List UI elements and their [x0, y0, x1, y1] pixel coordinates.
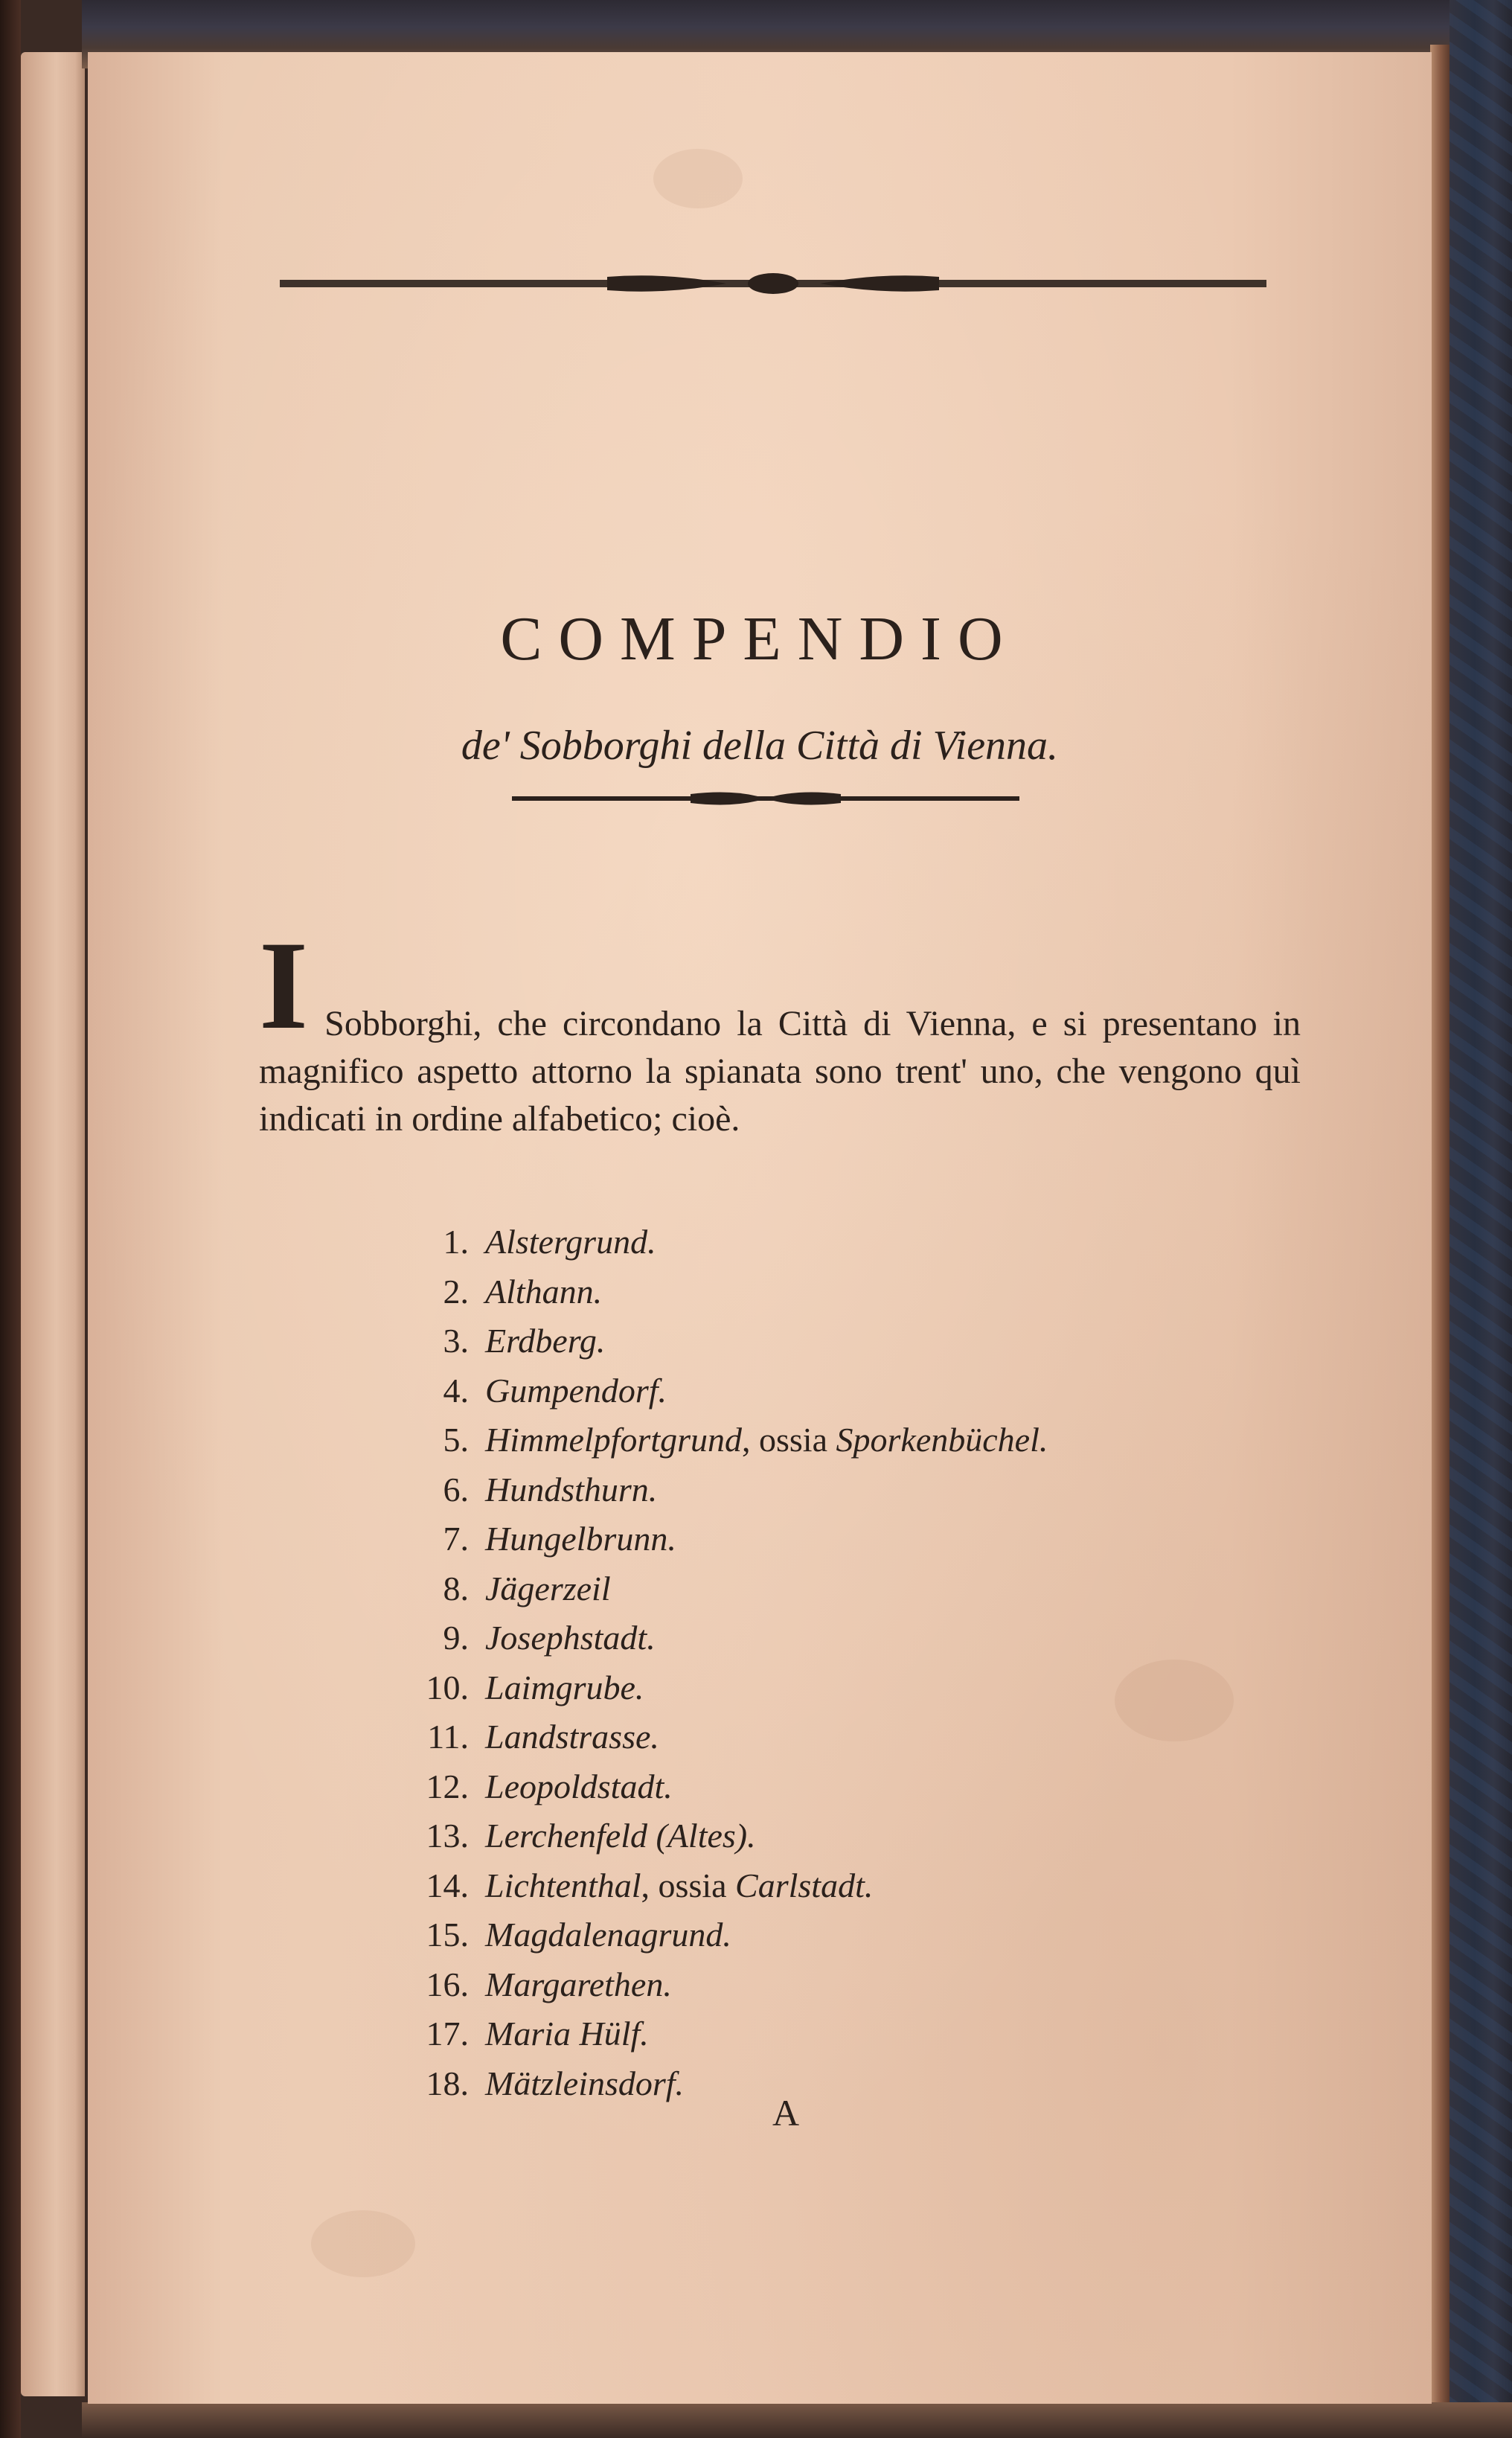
list-item-number: 3.: [443, 1322, 469, 1360]
list-item-name: Gumpendorf.: [485, 1371, 667, 1410]
list-item-number: 5.: [443, 1421, 469, 1459]
list-item-number: 12.: [426, 1767, 469, 1805]
list-item: [400, 1564, 1368, 1614]
list-item: [400, 1712, 1368, 1762]
list-item-number: 7.: [443, 1520, 469, 1558]
list-item: [400, 1960, 1368, 2010]
list-item: [400, 1910, 1368, 1960]
list-item-name: Margarethen.: [485, 1965, 672, 2003]
ornamental-rule-middle: [512, 789, 1019, 808]
list-item: [400, 1218, 1368, 1267]
right-page-edge: [1430, 45, 1449, 2419]
list-item-name: Magdalenagrund.: [485, 1916, 731, 1954]
list-item-number: 10.: [426, 1668, 469, 1706]
list-item: [400, 2009, 1368, 2059]
right-marbled-cover: [1449, 0, 1512, 2438]
list-item: [400, 1663, 1368, 1713]
list-item: [400, 1316, 1368, 1366]
intro-paragraph: [259, 915, 1301, 1143]
list-item-name: Erdberg.: [485, 1322, 606, 1360]
list-item-name: Maria Hülf.: [485, 2015, 649, 2053]
paper-stain: [653, 149, 743, 208]
list-item-name: Alstergrund.: [485, 1223, 656, 1261]
list-item-name: Mätzleinsdorf.: [485, 2064, 685, 2102]
previous-page-edge: [21, 52, 85, 2396]
list-item: [400, 1514, 1368, 1564]
list-item-name: Hundsthurn.: [485, 1470, 658, 1508]
list-item-number: 6.: [443, 1470, 469, 1508]
book-page: [88, 52, 1432, 2404]
list-item-number: 4.: [443, 1371, 469, 1410]
list-item-number: 17.: [426, 2015, 469, 2053]
list-item-number: 11.: [427, 1718, 469, 1756]
signature-mark: A: [772, 2092, 800, 2134]
list-item-name: Leopoldstadt.: [485, 1767, 673, 1805]
list-item: [400, 1811, 1368, 1861]
list-item-connector: , ossia: [742, 1421, 827, 1459]
drop-cap: I: [259, 915, 309, 1055]
list-item-number: 18.: [426, 2064, 469, 2102]
list-item-name: Althann.: [485, 1272, 603, 1311]
list-item-number: 2.: [443, 1272, 469, 1311]
ornamental-rule-top: [280, 272, 1266, 295]
list-item-number: 1.: [443, 1223, 469, 1261]
list-item-number: 8.: [443, 1569, 469, 1607]
list-item: [400, 1415, 1368, 1465]
list-item: [400, 2059, 1368, 2109]
list-item-name: Lerchenfeld (Altes).: [485, 1817, 756, 1855]
paper-stain: [311, 2210, 415, 2277]
page-title: COMPENDIO: [500, 604, 1019, 674]
list-item-name: Hungelbrunn.: [485, 1520, 676, 1558]
list-item-number: 9.: [443, 1619, 469, 1657]
list-item-name: Josephstadt.: [485, 1619, 656, 1657]
list-item: [400, 1465, 1368, 1515]
list-item-number: 16.: [426, 1965, 469, 2003]
list-item: [400, 1762, 1368, 1812]
list-item-name: Jägerzeil: [485, 1569, 611, 1607]
list-item-connector: , ossia: [641, 1866, 727, 1904]
left-binding: [0, 0, 21, 2438]
list-item-number: 15.: [426, 1916, 469, 1954]
list-item-name: Landstrasse.: [485, 1718, 659, 1756]
list-item-number: 14.: [426, 1866, 469, 1904]
list-item: [400, 1613, 1368, 1663]
list-item: [400, 1267, 1368, 1317]
list-item-alt-name: Sporkenbüchel.: [836, 1421, 1048, 1459]
list-item-name: Lichtenthal: [485, 1866, 641, 1904]
list-item-alt-name: Carlstadt.: [735, 1866, 874, 1904]
list-item: [400, 1861, 1368, 1911]
list-item-name: Himmelpfortgrund: [485, 1421, 742, 1459]
bottom-cover-board: [82, 2402, 1512, 2438]
intro-text: Sobborghi, che circondano la Città di Vienna, e si presentano in magnifico aspetto attorno la spianata sono trent' uno, che vengono quì indicati in ordine alfabetico; cioè.: [259, 1004, 1301, 1139]
list-item: [400, 1366, 1368, 1416]
list-item-number: 13.: [426, 1817, 469, 1855]
suburb-list: [400, 1218, 1368, 2108]
page-subtitle: de' Sobborghi della Città di Vienna.: [461, 723, 1059, 769]
list-item-name: Laimgrube.: [485, 1668, 644, 1706]
